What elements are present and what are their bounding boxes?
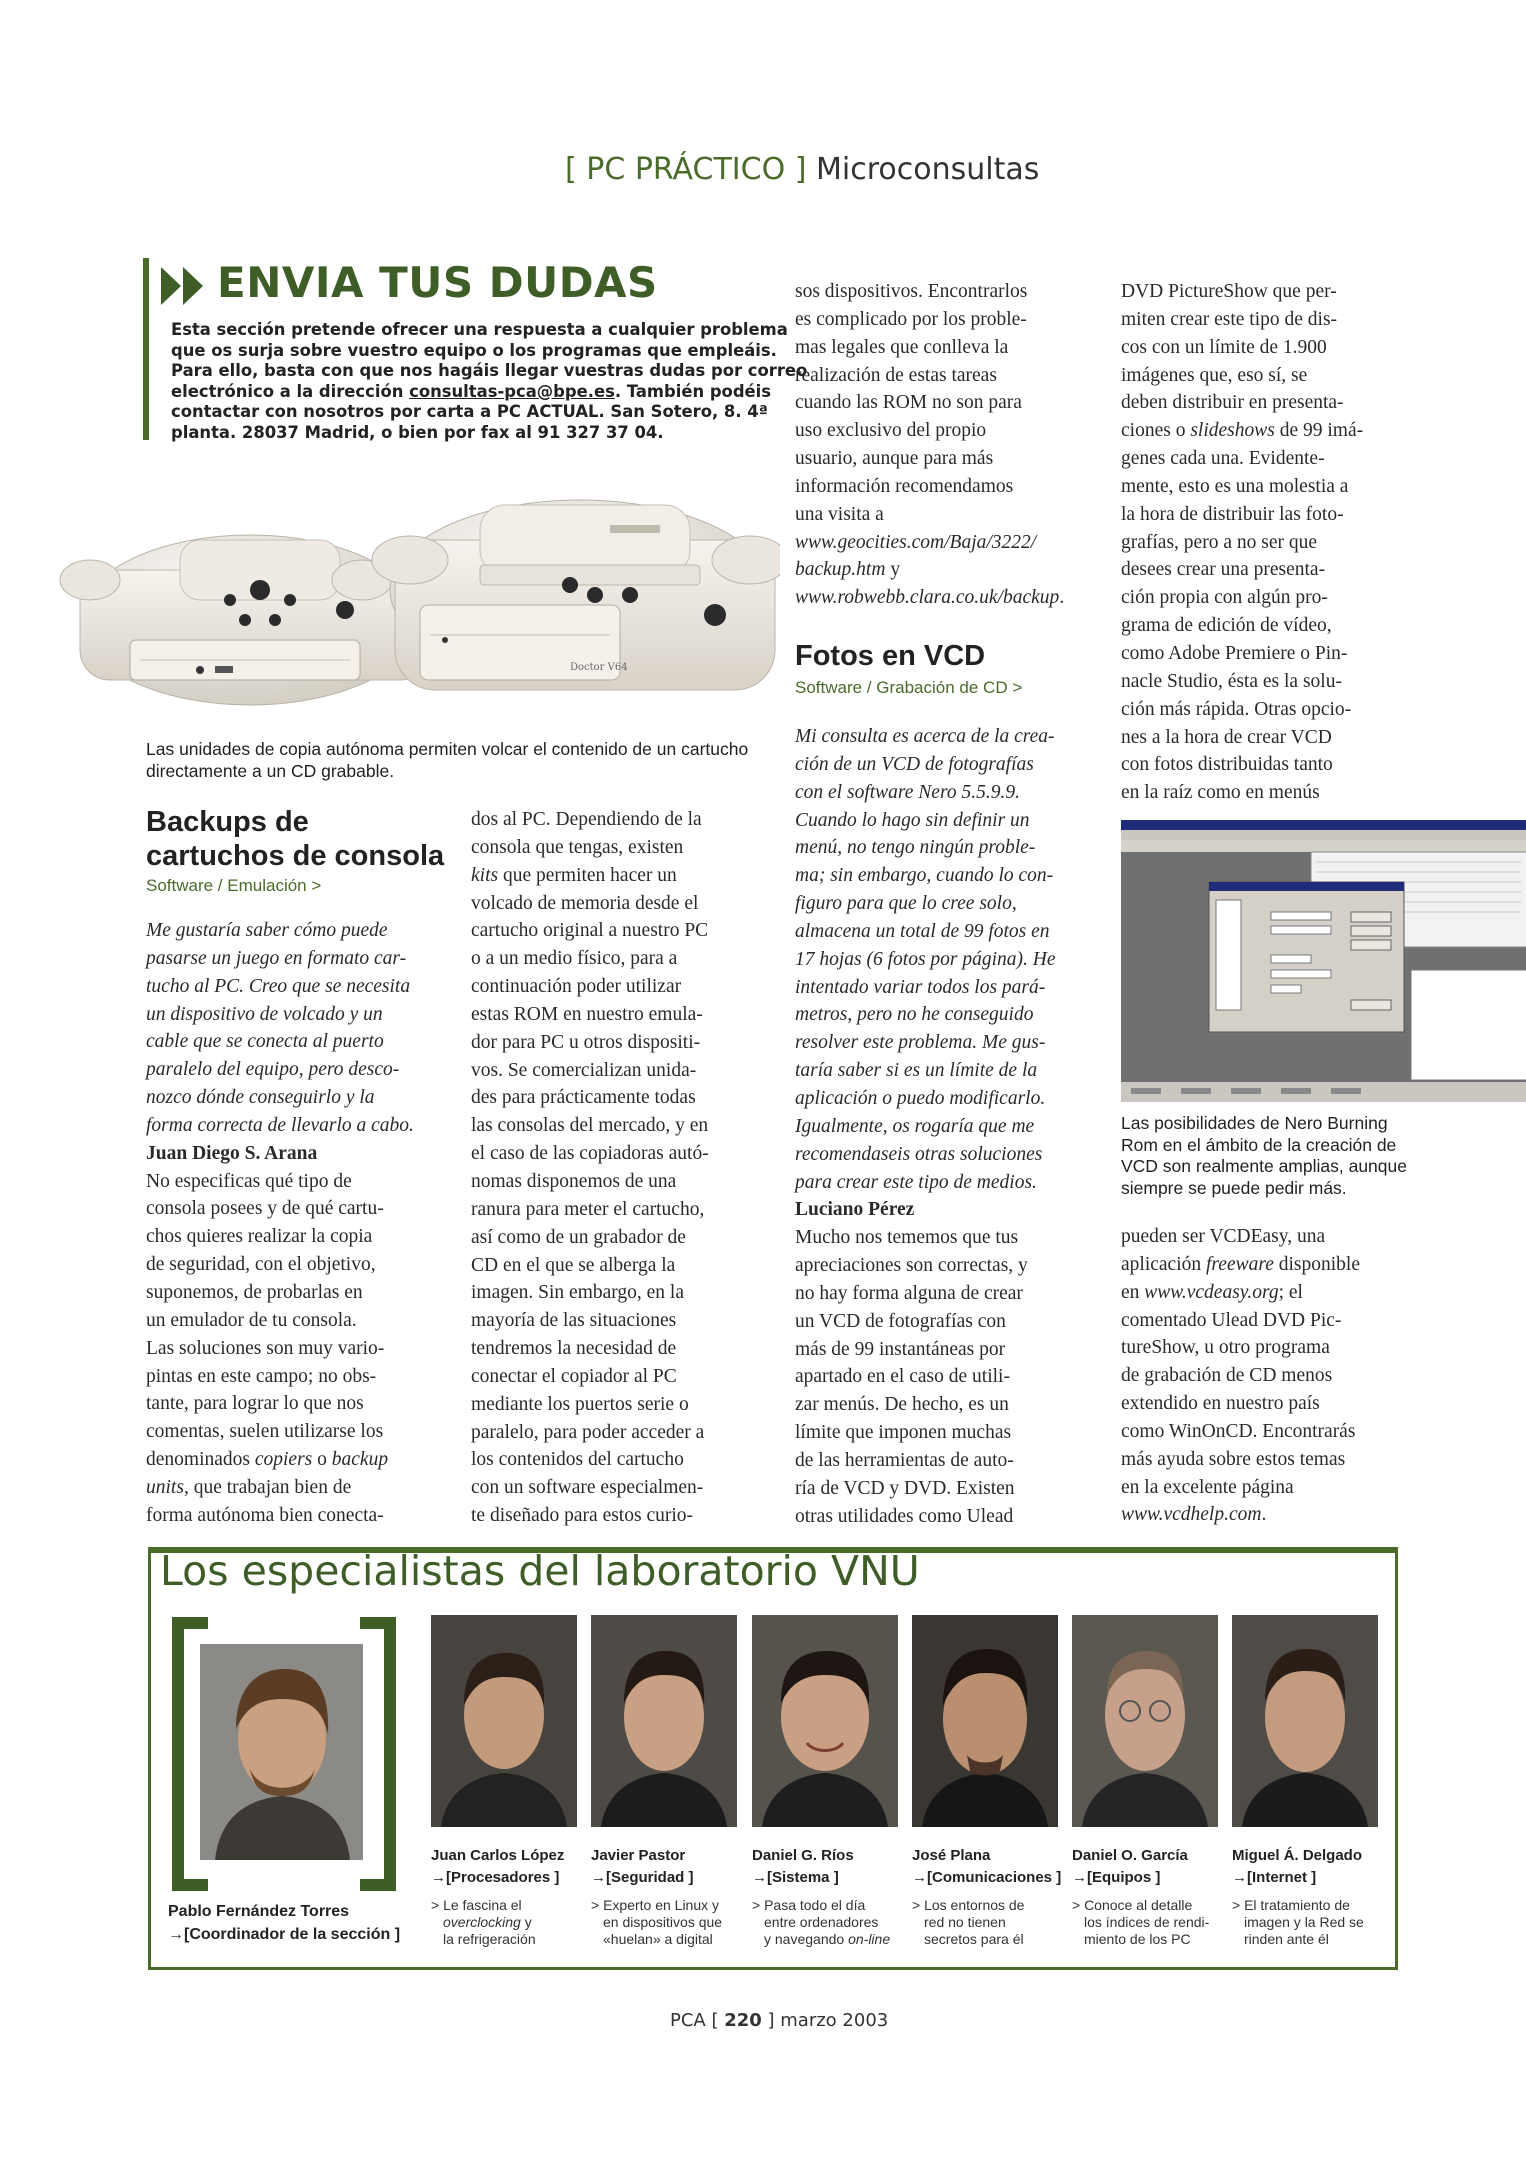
url-link[interactable]: www.geocities.com/Baja/3222/ — [795, 531, 1037, 553]
text-part: slideshows — [1190, 420, 1275, 442]
question-line: 17 hojas (6 fotos por página). He — [795, 948, 1056, 970]
answer-line: más ayuda sobre estos temas — [1121, 1448, 1346, 1470]
answer-line: Mucho nos tememos que tus — [795, 1227, 1019, 1249]
specialist-portrait — [591, 1615, 737, 1827]
answer-line: con un software especialmen- — [471, 1477, 704, 1499]
answer-line — [795, 584, 1067, 612]
intro-line — [171, 381, 772, 403]
caption-line: Las posibilidades de Nero Burning — [1121, 1113, 1388, 1133]
question-line: nozco dónde conseguirlo y la — [146, 1087, 375, 1109]
answer-line — [146, 1446, 418, 1474]
section-name: [ PC PRÁCTICO ] — [565, 152, 807, 187]
answer-line: como WinOnCD. Encontrarás — [1121, 1420, 1356, 1442]
answer-line: cuando las ROM no son para — [795, 392, 1022, 414]
nero-screenshot — [1121, 820, 1526, 1102]
specialist-card — [912, 1615, 1062, 1948]
answer-line: sos dispositivos. Encontrarlos — [795, 281, 1028, 302]
answer-line: en la raíz como en menús — [1121, 782, 1320, 804]
specialist-name: Javier Pastor — [591, 1847, 686, 1864]
question-line: para crear este tipo de medios. — [795, 1171, 1037, 1193]
text-part: copiers — [254, 1449, 313, 1471]
desc-line: > Conoce al detalle — [1072, 1897, 1193, 1913]
answer-line: información recomendamos — [795, 475, 1014, 497]
desc-line: secretos para él — [924, 1931, 1024, 1947]
answer-line: comentas, suelen utilizarse los — [146, 1421, 384, 1443]
desc-line: la refrigeración — [443, 1931, 536, 1947]
answer-line: comentado Ulead DVD Pic- — [1121, 1309, 1342, 1331]
desc-line: > Pasa todo el día — [752, 1897, 866, 1913]
answer-line: uso exclusivo del propio — [795, 420, 987, 442]
text-column-3-bottom — [795, 723, 1067, 1530]
specialist-name: Miguel Á. Delgado — [1232, 1847, 1363, 1864]
question-line: menú, no tengo ningún proble- — [795, 837, 1036, 859]
question-line: almacena un total de 99 fotos en — [795, 920, 1050, 942]
question-line: un dispositivo de volcado y un — [146, 1003, 383, 1025]
coordinator-name: Pablo Fernández Torres — [168, 1903, 350, 1920]
article-title-line: Backups de — [146, 806, 309, 838]
answer-line: CD en el que se alberga la — [471, 1254, 676, 1276]
answer-line: zar menús. De hecho, es un — [795, 1394, 1009, 1416]
article-title: Fotos en VCD — [795, 640, 986, 672]
answer-line: de seguridad, con el objetivo, — [146, 1254, 376, 1276]
text-part: disponible — [1273, 1253, 1360, 1275]
caption-line: directamente a un CD grabable. — [146, 761, 395, 781]
answer-line: ría de VCD y DVD. Existen — [795, 1477, 1015, 1499]
answer-line: tureShow, u otro programa — [1121, 1337, 1330, 1359]
answer-line: Las soluciones son muy vario- — [146, 1337, 385, 1359]
question-line: Me gustaría saber cómo puede — [146, 920, 388, 941]
question-line: Igualmente, os rogaría que me — [795, 1115, 1035, 1137]
specialist-card — [591, 1615, 741, 1948]
intro-text-part: electrónico a la dirección — [171, 381, 410, 401]
answer-line: te diseñado para estos curio- — [471, 1505, 694, 1527]
answer-line: o a un medio físico, para a — [471, 948, 678, 970]
question-line: resolver este problema. Me gus- — [795, 1032, 1046, 1054]
intro-text — [171, 320, 808, 444]
url-link[interactable]: backup.htm — [795, 559, 886, 581]
caption-line: VCD son realmente amplias, aunque — [1121, 1156, 1407, 1176]
answer-line: un VCD de fotografías con — [795, 1310, 1006, 1332]
answer-line: mediante los puertos serie o — [471, 1393, 689, 1415]
desc-part: overclocking — [443, 1914, 521, 1930]
text-part: o — [312, 1449, 332, 1471]
answer-line — [795, 529, 1067, 557]
answer-line: nes a la hora de crear VCD — [1121, 726, 1332, 748]
bracket-right — [360, 1617, 396, 1891]
answer-line: mente, esto es una molestia a — [1121, 475, 1349, 497]
answer-line: pintas en este campo; no obs- — [146, 1365, 377, 1387]
intro-box — [143, 258, 808, 442]
text-part: . — [1261, 1504, 1267, 1526]
text-part: en — [1121, 1281, 1145, 1303]
intro-title: ENVIA TUS DUDAS — [217, 258, 658, 307]
text-part: que permiten hacer un — [498, 864, 677, 886]
answer-line: los contenidos del cartucho — [471, 1449, 684, 1471]
specialist-name: Juan Carlos López — [431, 1847, 565, 1864]
question-line: ma; sin embargo, cuando lo con- — [795, 865, 1054, 887]
specialist-description — [431, 1897, 581, 1948]
desc-line: > Le fascina el — [431, 1897, 522, 1913]
specialist-description — [1232, 1897, 1382, 1948]
running-head — [565, 152, 1039, 187]
answer-line: apartado en el caso de utili- — [795, 1366, 1010, 1388]
specialist-card — [431, 1615, 581, 1948]
issue-date: marzo 2003 — [780, 2010, 889, 2031]
answer-line: apreciaciones son correctas, y — [795, 1255, 1028, 1277]
answer-line: cartucho original a nuestro PC — [471, 920, 709, 942]
answer-line: consola posees y de qué cartu- — [146, 1198, 384, 1220]
device-label: Doctor V64 — [570, 662, 628, 673]
specialist-role: →[Seguridad ] — [591, 1869, 694, 1886]
desc-line: imagen y la Red se — [1244, 1914, 1364, 1930]
answer-line: grama de edición de vídeo, — [1121, 615, 1332, 637]
answer-line: extendido en nuestro país — [1121, 1393, 1320, 1415]
article-title — [146, 805, 444, 873]
specialist-name: José Plana — [912, 1847, 991, 1864]
answer-line: un emulador de tu consola. — [146, 1309, 357, 1331]
question-line: taría saber si es un límite de la — [795, 1060, 1038, 1082]
text-part: de 99 imá- — [1274, 420, 1364, 442]
specialist-name: Daniel G. Ríos — [752, 1847, 854, 1864]
text-part: y — [885, 559, 901, 581]
specialists-title: Los especialistas del laboratorio VNU — [160, 1547, 920, 1595]
question-line: metros, pero no he conseguido — [795, 1004, 1034, 1026]
specialist-description — [1072, 1897, 1222, 1948]
answer-line — [1121, 1251, 1393, 1279]
text-part: aplicación — [1121, 1253, 1206, 1275]
text-part: units — [146, 1476, 184, 1498]
answer-line: No especificas qué tipo de — [146, 1170, 352, 1192]
desc-line: entre ordenadores — [764, 1914, 879, 1930]
answer-line: DVD PictureShow que per- — [1121, 281, 1337, 302]
specialist-description — [752, 1897, 902, 1948]
specialist-role: →[Internet ] — [1232, 1869, 1317, 1886]
desc-line: > El tratamiento de — [1232, 1897, 1350, 1913]
answer-line: consola que tengas, existen — [471, 836, 684, 858]
intro-text-part: . También podéis — [614, 381, 772, 401]
coordinator-role: →[Coordinador de la sección ] — [168, 1926, 401, 1943]
caption-line: Rom en el ámbito de la creación de — [1121, 1134, 1397, 1155]
specialist-portrait — [1072, 1615, 1218, 1827]
answer-line: grafías, pero a no ser que — [1121, 531, 1317, 553]
url-link[interactable]: www.robwebb.clara.co.uk/backup — [795, 587, 1060, 609]
answer-line — [1121, 417, 1393, 445]
photo-caption — [146, 738, 786, 782]
answer-line: pueden ser VCDEasy, una — [1121, 1226, 1326, 1247]
question-line: paralelo del equipo, pero desco- — [146, 1059, 400, 1081]
answer-line: ción más rápida. Otras opcio- — [1121, 698, 1352, 720]
answer-line: límite que imponen muchas — [795, 1422, 1012, 1444]
answer-line — [471, 862, 743, 890]
question-line: ción de un VCD de fotografías — [795, 753, 1034, 775]
article-title-line: cartuchos de consola — [146, 840, 445, 872]
answer-line: desees crear una presenta- — [1121, 559, 1326, 581]
page-number: 220 — [724, 2010, 762, 2031]
answer-line: mayoría de las situaciones — [471, 1310, 677, 1332]
specialist-role: →[Comunicaciones ] — [912, 1869, 1062, 1886]
text-part: backup — [331, 1449, 389, 1471]
question-line: Cuando lo hago sin definir un — [795, 809, 1030, 831]
answer-line: realización de estas tareas — [795, 364, 997, 386]
answer-line: estas ROM en nuestro emula- — [471, 1003, 703, 1025]
text-column-4-top — [1121, 278, 1393, 807]
answer-line: como Adobe Premiere o Pin- — [1121, 642, 1348, 664]
question-line: aplicación o puedo modificarlo. — [795, 1087, 1046, 1109]
desc-line: red no tienen — [924, 1914, 1006, 1930]
answer-line — [146, 1474, 418, 1502]
desc-part: on-line — [848, 1931, 891, 1947]
coordinator-caption — [168, 1900, 400, 1946]
answer-line — [1121, 1501, 1393, 1529]
double-arrow-icon — [159, 263, 215, 309]
answer-line: vos. Se comercializan unida- — [471, 1059, 697, 1081]
specialist-portrait — [431, 1615, 577, 1827]
url-link[interactable]: www.vcdeasy.org — [1144, 1281, 1279, 1303]
answer-line: genes cada una. Evidente- — [1121, 448, 1325, 470]
answer-line: tendremos la necesidad de — [471, 1338, 677, 1360]
desc-line: > Los entornos de — [912, 1897, 1025, 1913]
specialist-role: →[Equipos ] — [1072, 1869, 1161, 1886]
answer-line: es complicado por los proble- — [795, 308, 1027, 330]
answer-line — [795, 556, 1067, 584]
answer-line: en la excelente página — [1121, 1476, 1294, 1498]
specialist-name: Daniel O. García — [1072, 1847, 1188, 1864]
desc-line: rinden ante él — [1244, 1931, 1329, 1947]
specialist-role: →[Sistema ] — [752, 1869, 839, 1886]
email-link[interactable]: consultas-pca@bpe.es — [409, 381, 615, 401]
answer-line: deben distribuir en presenta- — [1121, 392, 1344, 414]
answer-line: mas legales que conlleva la — [795, 336, 1009, 358]
answer-line: nacle Studio, ésta es la solu- — [1121, 670, 1342, 692]
desc-line — [431, 1914, 581, 1931]
answer-line: usuario, aunque para más — [795, 448, 994, 470]
answer-line: suponemos, de probarlas en — [146, 1281, 363, 1303]
answer-line: des para prácticamente todas — [471, 1087, 696, 1109]
specialist-portrait — [752, 1615, 898, 1827]
intro-line: Esta sección pretende ofrecer una respuesta a cualquier problema — [171, 320, 788, 339]
text-part: . — [1059, 587, 1065, 609]
specialist-card — [1072, 1615, 1222, 1948]
text-part: denominados — [146, 1449, 255, 1471]
answer-line: no hay forma alguna de crear — [795, 1282, 1023, 1304]
answer-line — [1121, 1279, 1393, 1307]
question-author: Juan Diego S. Arana — [146, 1142, 318, 1164]
magazine-name: PCA — [670, 2010, 706, 2031]
answer-line: de las herramientas de auto- — [795, 1449, 1014, 1471]
desc-line: en dispositivos que — [603, 1914, 723, 1930]
answer-line: imágenes que, eso sí, se — [1121, 364, 1308, 386]
screenshot-caption — [1121, 1113, 1407, 1199]
question-line: pasarse un juego en formato car- — [146, 947, 407, 969]
answer-line: ción propia con algún pro- — [1121, 587, 1328, 609]
question-line: con el software Nero 5.5.9.9. — [795, 781, 1020, 803]
answer-line: así como de un grabador de — [471, 1226, 686, 1248]
answer-line: continuación poder utilizar — [471, 976, 682, 998]
intro-line: Para ello, basta con que nos hagáis llegar vuestras dudas por correo — [171, 361, 808, 381]
answer-line: cos con un límite de 1.900 — [1121, 336, 1327, 358]
subsection-name: Microconsultas — [816, 152, 1040, 187]
desc-line: miento de los PC — [1084, 1931, 1191, 1947]
answer-line: de grabación de CD menos — [1121, 1365, 1333, 1387]
answer-line: el caso de las copiadoras autó- — [471, 1143, 709, 1165]
desc-part: y — [520, 1914, 532, 1930]
desc-line: «huelan» a digital — [603, 1931, 713, 1947]
answer-line: más de 99 instantáneas por — [795, 1338, 1006, 1360]
text-column-1 — [146, 917, 418, 1530]
desc-line — [752, 1931, 902, 1948]
question-line: recomendaseis otras soluciones — [795, 1143, 1043, 1165]
text-column-4-bottom — [1121, 1223, 1393, 1529]
specialist-card — [752, 1615, 902, 1948]
article-kicker: Software / Grabación de CD > — [795, 678, 1023, 697]
answer-line: dor para PC u otros dispositi- — [471, 1031, 701, 1053]
question-line: Mi consulta es acerca de la crea- — [795, 726, 1055, 747]
coordinator-portrait — [200, 1644, 363, 1860]
answer-line: con fotos distribuidas tanto — [1121, 754, 1333, 776]
question-line: figuro para que lo cree solo, — [795, 893, 1017, 915]
question-line: tucho al PC. Creo que se necesita — [146, 975, 411, 997]
answer-line: nomas disponemos de una — [471, 1170, 677, 1192]
answer-line: las consolas del mercado, y en — [471, 1115, 709, 1137]
answer-line: la hora de distribuir las foto- — [1121, 503, 1344, 525]
specialist-description — [912, 1897, 1062, 1948]
answer-line: otras utilidades como Ulead — [795, 1505, 1014, 1527]
question-author: Luciano Pérez — [795, 1199, 915, 1221]
url-link[interactable]: www.vcdhelp.com — [1121, 1504, 1262, 1526]
text-part: ; el — [1278, 1281, 1303, 1303]
answer-line: imagen. Sin embargo, en la — [471, 1282, 685, 1304]
question-line: cable que se conecta al puerto — [146, 1031, 384, 1053]
caption-line: Las unidades de copia autónoma permiten volcar el contenido de un cartucho — [146, 739, 749, 759]
intro-line: planta. 28037 Madrid, o bien por fax al 91 327 37 04. — [171, 422, 664, 442]
specialist-portrait — [912, 1615, 1058, 1827]
answer-line: tante, para lograr lo que nos — [146, 1393, 364, 1415]
intro-line: que os surja sobre vuestro equipo o los programas que empleáis. — [171, 340, 777, 360]
text-part: freeware — [1206, 1253, 1274, 1275]
desc-part: y navegando — [764, 1931, 849, 1947]
answer-line: volcado de memoria desde el — [471, 892, 699, 914]
article-kicker: Software / Emulación > — [146, 876, 322, 895]
answer-line: dos al PC. Dependiendo de la — [471, 809, 702, 830]
answer-line: una visita a — [795, 503, 884, 525]
specialist-role: →[Procesadores ] — [431, 1869, 560, 1886]
answer-line: miten crear este tipo de dis- — [1121, 308, 1338, 330]
specialist-description — [591, 1897, 741, 1948]
specialist-card — [1232, 1615, 1382, 1948]
question-line: forma correcta de llevarlo a cabo. — [146, 1114, 414, 1136]
page-folio: PCA [ 220 ] marzo 2003 — [670, 2010, 889, 2031]
answer-line: ranura para meter el cartucho, — [471, 1198, 705, 1220]
text-part: ciones o — [1121, 420, 1191, 442]
text-part: , que trabajan bien de — [183, 1476, 352, 1498]
answer-line: forma autónoma bien conecta- — [146, 1504, 384, 1526]
desc-line: los índices de rendi- — [1084, 1914, 1210, 1930]
cartridge-copier-photo — [50, 470, 780, 730]
question-line: intentado variar todos los pará- — [795, 976, 1046, 998]
answer-line: conectar el copiador al PC — [471, 1365, 677, 1387]
answer-line: chos quieres realizar la copia — [146, 1226, 373, 1248]
intro-line: contactar con nosotros por carta a PC ACTUAL. San Sotero, 8. 4ª — [171, 402, 768, 422]
caption-line: siempre se puede pedir más. — [1121, 1177, 1347, 1198]
desc-line: > Experto en Linux y — [591, 1897, 720, 1913]
text-column-3-top — [795, 278, 1067, 612]
specialist-portrait — [1232, 1615, 1378, 1827]
text-column-2 — [471, 806, 743, 1530]
answer-line: paralelo, para poder acceder a — [471, 1421, 705, 1443]
text-part: kits — [471, 864, 499, 886]
